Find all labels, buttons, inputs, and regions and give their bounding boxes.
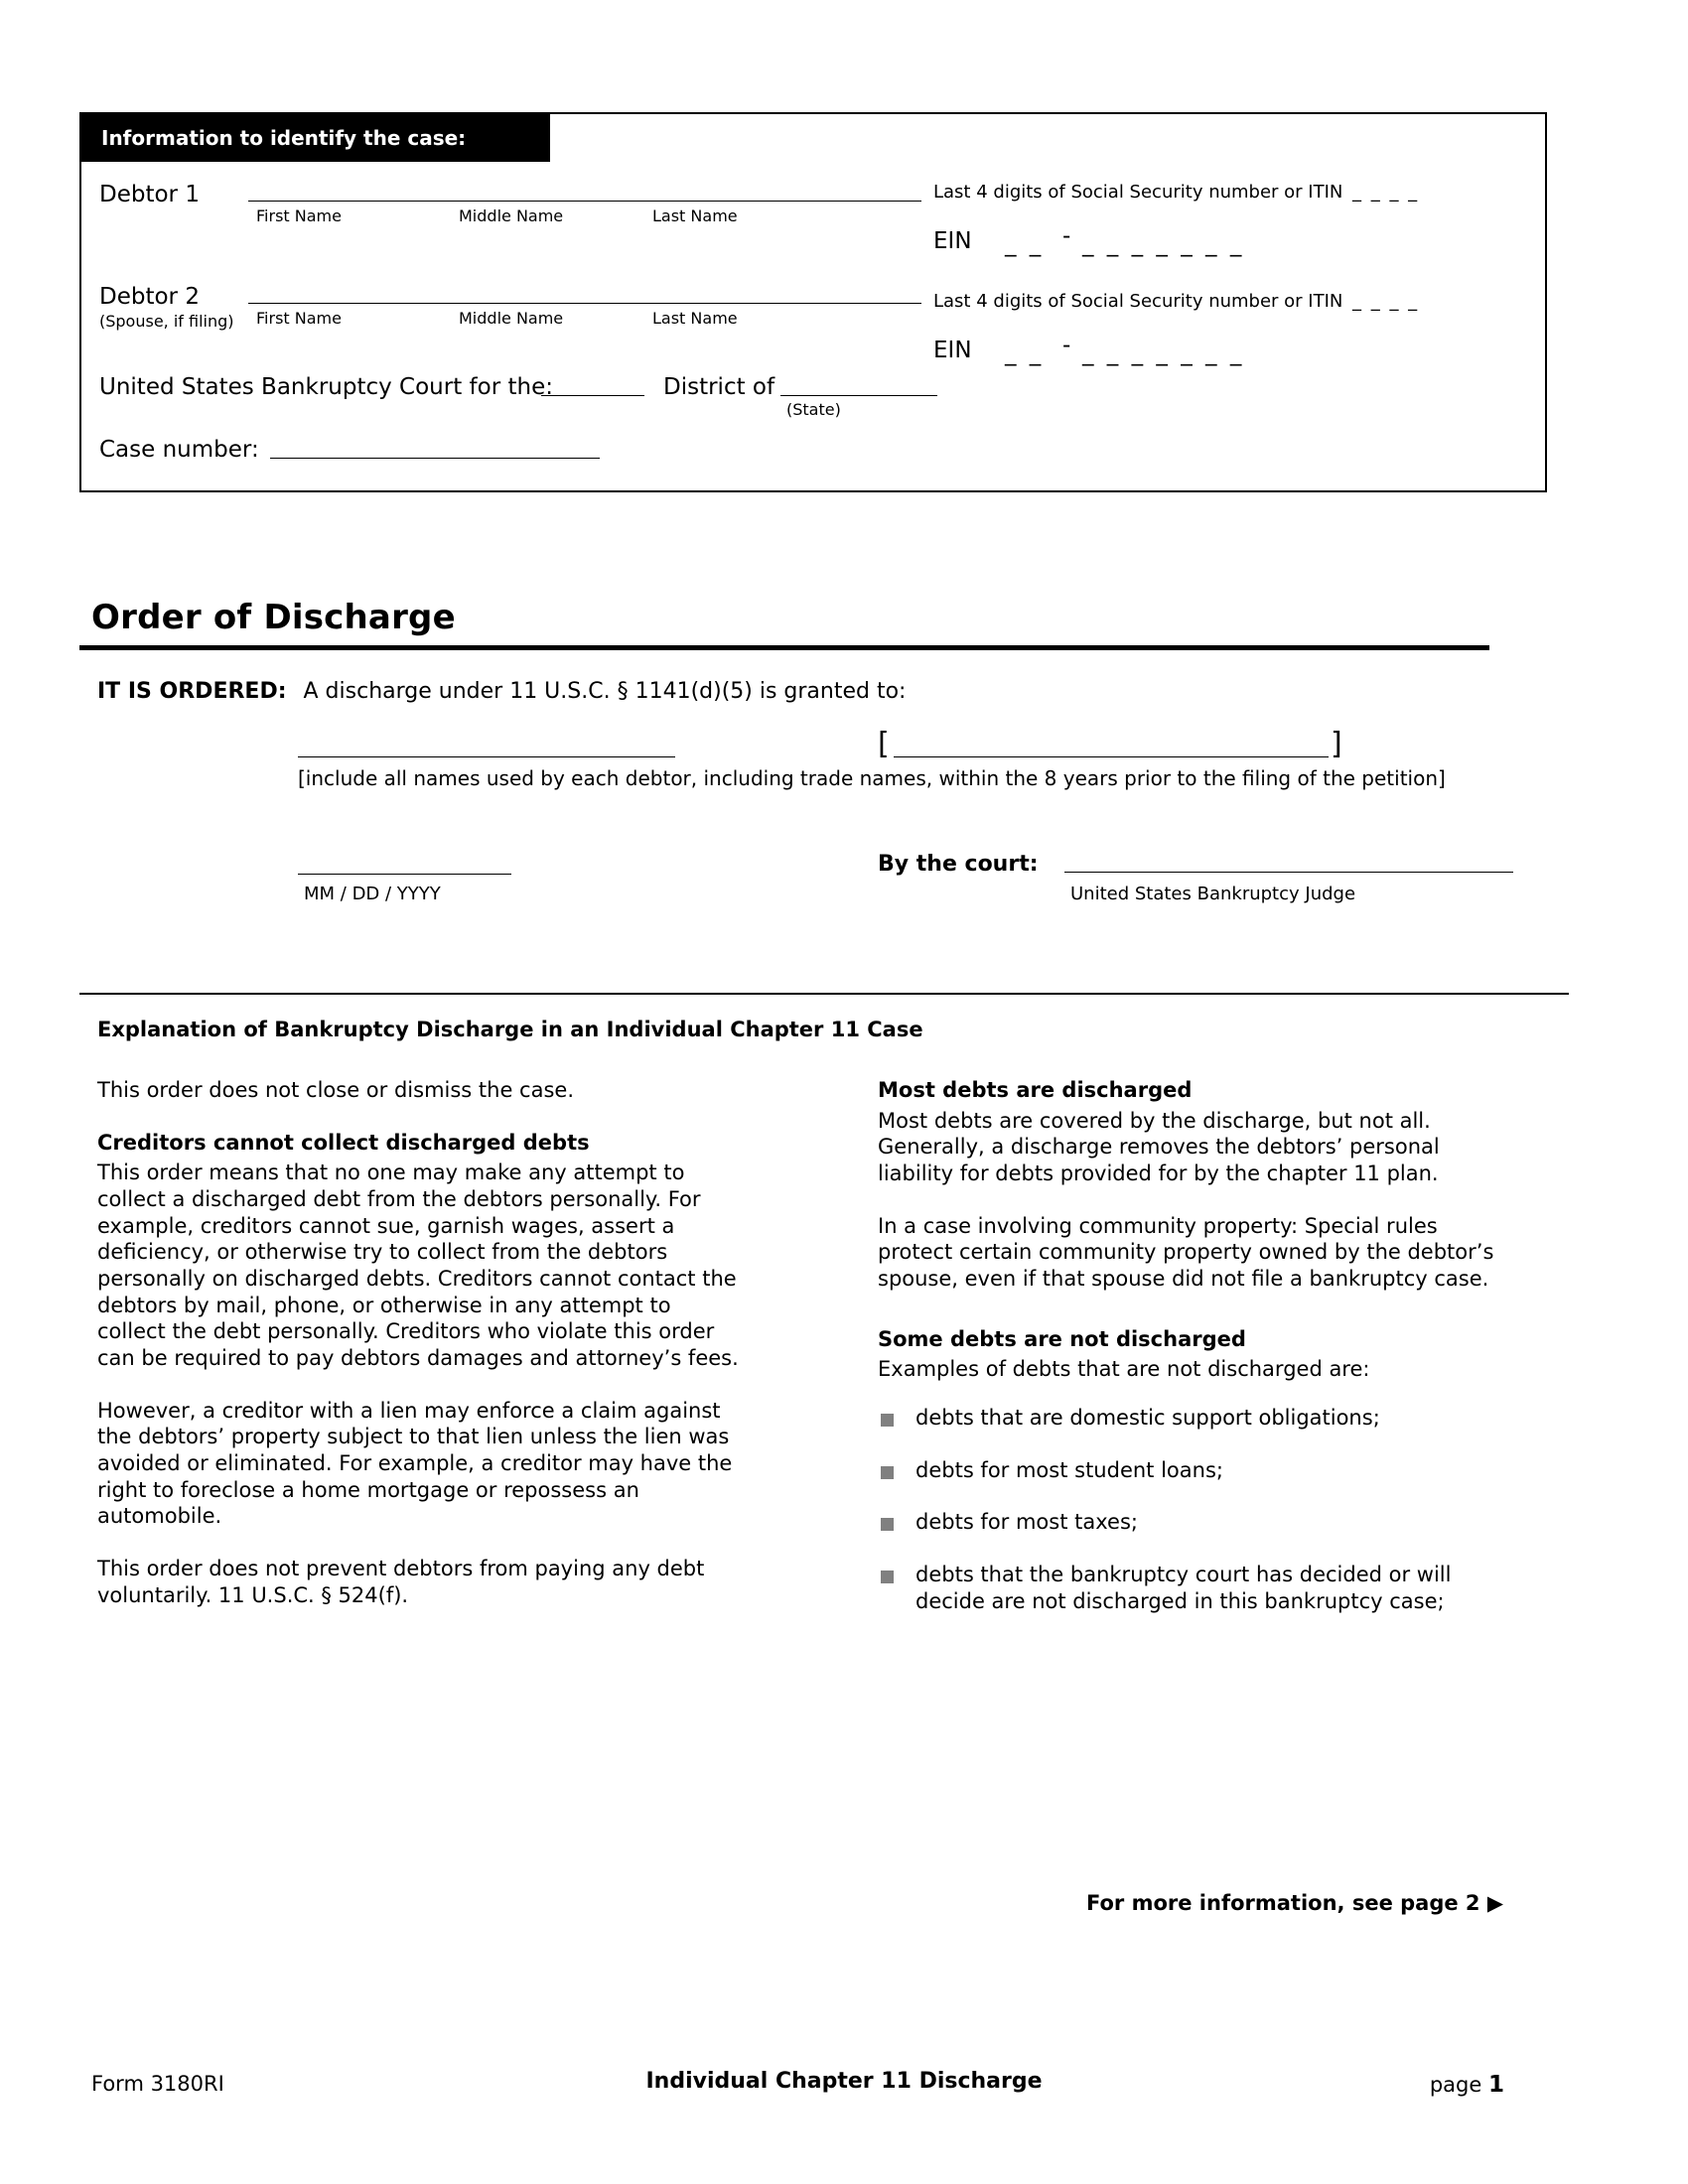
left-paragraph-2: However, a creditor with a lien may enforce a claim against the debtors’ property subject to that lien unless the lien was avoided or eliminated. For example, a creditor may have the right to foreclose a home mortgage or repossess an automobile. [97, 1398, 733, 1529]
debtor2-middle-name-label: Middle Name [459, 309, 564, 328]
debtor1-ssn-blanks[interactable]: _ _ _ _ [1352, 182, 1420, 203]
court-district-blank[interactable] [541, 395, 644, 396]
list-item-text: debts that the bankruptcy court has decided or will decide are not discharged in this bankruptcy case; [915, 1562, 1452, 1613]
debtor1-ein-dash: - [1062, 223, 1071, 249]
footer-page-word: page [1429, 2073, 1482, 2097]
date-format-label: MM / DD / YYYY [304, 884, 441, 904]
judge-label: United States Bankruptcy Judge [1070, 884, 1356, 904]
debtor1-ssn-label: Last 4 digits of Social Security number or ITIN [933, 182, 1343, 203]
list-item-text: debts for most taxes; [915, 1510, 1138, 1535]
debtor2-ssn-label: Last 4 digits of Social Security number or ITIN [933, 291, 1343, 312]
right-paragraph-3: Examples of debts that are not discharged are: [878, 1357, 1370, 1382]
explanation-divider [79, 993, 1569, 995]
right-heading-not-discharged: Some debts are not discharged [878, 1326, 1246, 1351]
bracket-open: [ [878, 727, 890, 761]
debtor1-middle-name-label: Middle Name [459, 206, 564, 225]
explanation-right-column [878, 1077, 1513, 1640]
case-identification-box [79, 112, 1547, 492]
debtor1-name-line[interactable] [248, 201, 921, 202]
bullet-square-icon [881, 1414, 894, 1427]
footer-page-number [1430, 2072, 1504, 2098]
debtor1-ein-label: EIN [933, 228, 972, 254]
list-item [878, 1457, 1513, 1484]
bullet-square-icon [881, 1518, 894, 1531]
debtor2-last-name-label: Last Name [652, 309, 738, 328]
debtor2-ein-blanks-left[interactable]: _ _ [1005, 341, 1045, 366]
case-number-input-line[interactable] [270, 458, 600, 459]
page-title: Order of Discharge [91, 598, 456, 637]
footer-title: Individual Chapter 11 Discharge [645, 2069, 1043, 2094]
explanation-left-column [97, 1077, 743, 1634]
list-item [878, 1509, 1513, 1536]
right-paragraph-1: Most debts are covered by the discharge, but not all. Generally, a discharge removes the debtors’ personal liability for debts provided for by the chapter 11 plan. [878, 1108, 1440, 1185]
title-divider [79, 645, 1489, 650]
case-number-label: Case number: [99, 437, 259, 463]
debtor1-discharge-name-line[interactable] [298, 756, 675, 757]
left-paragraph-3: This order does not prevent debtors from paying any debt voluntarily. 11 U.S.C. § 524(f). [97, 1556, 705, 1607]
list-item [878, 1405, 1513, 1432]
left-heading-creditors: Creditors cannot collect discharged debts [97, 1130, 590, 1155]
footer-page-value: 1 [1487, 2072, 1504, 2098]
it-is-ordered-line [97, 679, 906, 704]
not-discharged-list [878, 1405, 1513, 1614]
debtor2-name-line[interactable] [248, 303, 921, 304]
names-note: [include all names used by each debtor, including trade names, within the 8 years prior to the filing of the petition] [298, 766, 1446, 790]
district-state-line[interactable] [780, 395, 937, 396]
court-label: United States Bankruptcy Court for the: [99, 374, 553, 400]
date-line[interactable] [298, 874, 511, 875]
list-item-text: debts that are domestic support obligations; [915, 1405, 1380, 1430]
state-label: (State) [786, 400, 841, 419]
bullet-square-icon [881, 1466, 894, 1479]
debtor2-spouse-label: (Spouse, if filing) [99, 312, 234, 331]
more-information-note: For more information, see page 2 ▶ [1086, 1891, 1503, 1915]
list-item [878, 1562, 1513, 1614]
debtor2-ein-dash: - [1062, 333, 1071, 358]
debtor2-ein-label: EIN [933, 338, 972, 363]
debtor2-first-name-label: First Name [256, 309, 342, 328]
left-intro-paragraph: This order does not close or dismiss the case. [97, 1078, 575, 1102]
debtor2-label: Debtor 2 [99, 284, 200, 310]
debtor2-discharge-name-line[interactable] [894, 756, 1329, 757]
left-paragraph-1: This order means that no one may make any attempt to collect a discharged debt from the debtors personally. For example, creditors cannot sue, garnish wages, assert a deficiency, or otherwise try to collect from the debtors personally on discharged debts. Creditors cannot contact the debtors by mail, phone, or otherwise in any attempt to collect the debt personally. Creditors who violate this order can be required to pay debtors damages and attorney’s fees. [97, 1160, 739, 1370]
id-box-header: Information to identify the case: [81, 114, 550, 162]
it-is-ordered-label: IT IS ORDERED: [97, 679, 287, 704]
debtor1-first-name-label: First Name [256, 206, 342, 225]
judge-signature-line[interactable] [1064, 872, 1513, 873]
debtor2-ssn-blanks[interactable]: _ _ _ _ [1352, 291, 1420, 312]
by-the-court-label: By the court: [878, 852, 1039, 877]
right-paragraph-2: In a case involving community property: Special rules protect certain community property owned by the debtor’s spouse, even if that spouse did not file a bankruptcy case. [878, 1213, 1494, 1291]
debtor1-ein-blanks-left[interactable]: _ _ [1005, 231, 1045, 257]
district-of-label: District of [663, 374, 775, 400]
debtor2-ein-blanks-right[interactable]: _ _ _ _ _ _ _ [1082, 341, 1245, 366]
list-item-text: debts for most student loans; [915, 1457, 1223, 1482]
bullet-square-icon [881, 1570, 894, 1583]
explanation-heading: Explanation of Bankruptcy Discharge in an Individual Chapter 11 Case [97, 1018, 923, 1041]
bracket-close: ] [1331, 727, 1342, 761]
discharge-granted-text: A discharge under 11 U.S.C. § 1141(d)(5) is granted to: [303, 679, 907, 704]
debtor1-ein-blanks-right[interactable]: _ _ _ _ _ _ _ [1082, 231, 1245, 257]
footer-form-number: Form 3180RI [91, 2072, 224, 2096]
debtor1-last-name-label: Last Name [652, 206, 738, 225]
right-heading-most-debts: Most debts are discharged [878, 1078, 1193, 1102]
debtor1-label: Debtor 1 [99, 182, 200, 207]
